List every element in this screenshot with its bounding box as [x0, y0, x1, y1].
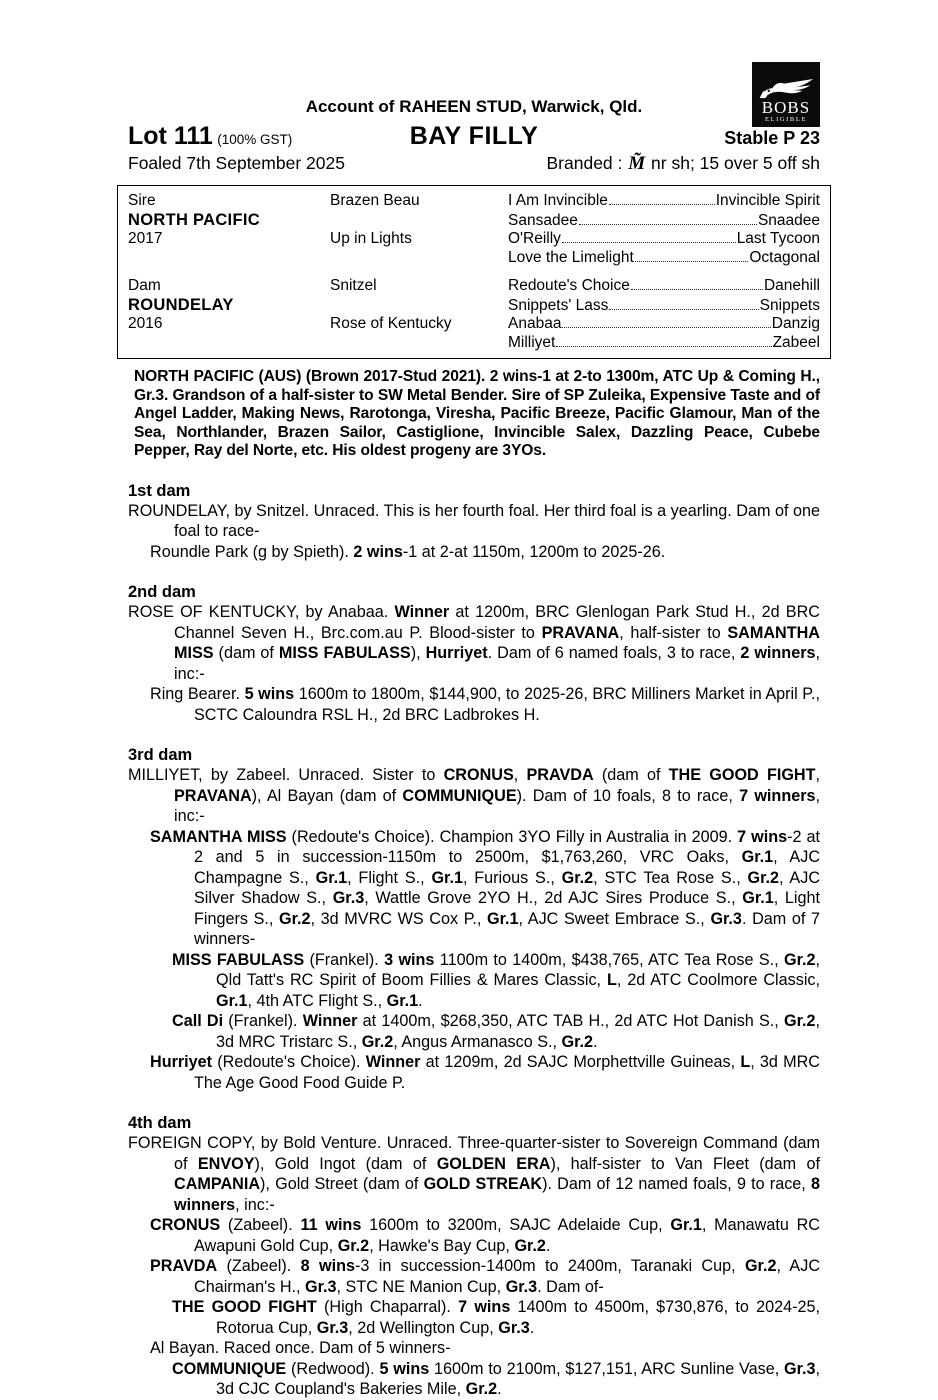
- pedigree-role-label: Dam: [128, 277, 161, 294]
- bold-text-run: Gr.1: [741, 848, 774, 866]
- bold-text-run: MISS FABULASS: [172, 950, 305, 969]
- text-run: ,: [513, 766, 527, 784]
- text-run: , STC Tea Rose S.,: [593, 868, 748, 887]
- bold-text-run: Gr.1: [431, 868, 463, 887]
- bold-text-run: THE GOOD FIGHT: [668, 766, 816, 784]
- dam-section-heading: 3rd dam: [128, 746, 193, 764]
- ancestor-name: Redoute's Choice: [508, 277, 630, 294]
- ancestor-sire-name: Zabeel: [772, 334, 820, 351]
- dam-section: [128, 582, 820, 725]
- bold-text-run: 2 winners: [740, 644, 816, 662]
- pedigree-paragraph: [128, 1297, 820, 1338]
- bold-text-run: CRONUS: [150, 1216, 221, 1234]
- bold-text-run: Gr.1: [487, 909, 519, 928]
- bold-text-run: COMMUNIQUE: [402, 786, 517, 805]
- bold-text-run: THE GOOD FIGHT: [172, 1298, 317, 1316]
- text-run: .: [497, 1380, 502, 1398]
- text-run: (dam of: [213, 644, 279, 662]
- bold-text-run: Gr.2: [361, 1032, 394, 1051]
- pedigree-paragraph: [128, 950, 820, 1012]
- bold-text-run: Gr.2: [465, 1380, 498, 1398]
- text-run: (Redoute's Choice).: [212, 1053, 366, 1071]
- bold-text-run: Gr.2: [561, 868, 594, 887]
- text-run: , AJC Silver Shadow S.,: [194, 868, 821, 907]
- ancestor-name: Milliyet: [508, 334, 556, 351]
- text-run: ), Gold Ingot (dam of: [254, 1154, 437, 1173]
- bold-text-run: Gr.3: [505, 1277, 538, 1296]
- pedigree-table: [117, 185, 831, 359]
- text-run: .: [418, 991, 423, 1010]
- bold-text-run: Gr.1: [216, 991, 248, 1010]
- bold-text-run: NORTH PACIFIC (AUS) (Brown 2017-Stud 2021). 2 wins-1 at 2-to 1300m, ATC Up & Coming H., Gr.3. Grandson of a half-sister to SW Metal Bender. Sire of SP Zuleika, Expensive Taste and of Angel Ladder, Making News, Rarotonga, Viresha, Pacific Breeze, Pacific Glamour, Man of the Sea, Northlander, Brazen Sailor, Castiglione, Invincible Salex, Dazzling Peace, Cubebe Pepper, Ray del Norte, etc. His oldest progeny are 3YOs.: [134, 368, 820, 459]
- foaled-date: Foaled 7th September 2025: [128, 153, 345, 173]
- ancestor-sire-name: Octagonal: [749, 249, 820, 266]
- text-run: ,: [815, 766, 820, 784]
- bold-text-run: 3 wins: [384, 950, 435, 969]
- text-run: , AJC Champagne S.,: [194, 848, 821, 887]
- catalogue-notes: [128, 368, 820, 1400]
- pedigree-ancestor-row: [508, 212, 820, 230]
- text-run: 1600m to 1800m, $144,900, to 2025-26, BRC Milliners Market in April P., SCTC Caloundra RSL H., 2d BRC Ladbrokes H.: [194, 685, 820, 724]
- pedigree-parent-name: Up in Lights: [330, 230, 412, 247]
- bold-text-run: Gr.1: [742, 889, 774, 907]
- bold-text-run: SAMANTHA MISS: [150, 827, 287, 846]
- text-run: , Angus Armanasco S.,: [393, 1032, 562, 1051]
- text-run: Ring Bearer.: [150, 685, 245, 703]
- text-run: . Dam of 7 winners-: [194, 909, 821, 948]
- pedigree-foal-year: 2016: [128, 315, 163, 332]
- pedigree-paragraph: [128, 1215, 820, 1256]
- text-run: Al Bayan. Raced once. Dam of 5 winners-: [150, 1339, 451, 1357]
- bold-text-run: 2 wins: [353, 542, 403, 561]
- bold-text-run: Hurriyet: [425, 644, 488, 662]
- text-run: , AJC Chairman's H.,: [194, 1257, 821, 1296]
- bold-text-run: Gr.1: [670, 1216, 702, 1234]
- dam-section-heading: 4th dam: [128, 1114, 192, 1132]
- text-run: , Manawatu RC Awapuni Gold Cup,: [194, 1216, 820, 1255]
- bold-text-run: 11 wins: [300, 1216, 362, 1234]
- pedigree-paragraph: [128, 827, 820, 950]
- text-run: , half-sister to: [619, 623, 728, 642]
- text-run: , Wattle Grove 2YO H., 2d AJC Sires Produce S.,: [364, 889, 743, 907]
- bold-text-run: Gr.2: [279, 909, 311, 928]
- text-run: ). Dam of 10 foals, 8 to race,: [516, 786, 740, 805]
- bold-text-run: Gr.2: [783, 950, 816, 969]
- pedigree-ancestor-row: [508, 249, 820, 267]
- pedigree-paragraph: [128, 1359, 820, 1400]
- pedigree-paragraph: [128, 602, 820, 684]
- bold-text-run: PRAVDA: [526, 766, 594, 784]
- dot-leader: [609, 309, 758, 310]
- bold-text-run: Gr.1: [386, 991, 419, 1010]
- text-run: 1400m to 4500m, $730,876, to 2024-25, Rotorua Cup,: [216, 1298, 821, 1337]
- text-run: FOREIGN COPY, by Bold Venture. Unraced. Three-quarter-sister to Sovereign Command (dam of: [128, 1134, 820, 1173]
- text-run: , inc:-: [235, 1195, 275, 1214]
- text-run: ),: [410, 644, 426, 662]
- text-run: , 4th ATC Flight S.,: [247, 991, 387, 1010]
- bold-text-run: Gr.3: [316, 1318, 349, 1337]
- text-run: ), half-sister to Van Fleet (dam of: [550, 1154, 820, 1173]
- text-run: -2 at 2 and 5 in succession-1150m to 2500m, $1,763,260, VRC Oaks,: [194, 827, 820, 866]
- ancestor-sire-name: Snippets: [759, 297, 820, 314]
- bold-text-run: 5 wins: [379, 1359, 430, 1378]
- text-run: -3 in succession-1400m to 2400m, Taranaki Cup,: [354, 1257, 745, 1275]
- dot-leader: [556, 346, 771, 347]
- bold-text-run: 8 wins: [300, 1257, 355, 1275]
- text-run: (Frankel).: [304, 950, 385, 969]
- bold-text-run: Gr.2: [337, 1236, 370, 1255]
- pedigree-paragraph: [128, 501, 820, 542]
- text-run: , 3d CJC Coupland's Bakeries Mile,: [216, 1359, 821, 1398]
- ancestor-name: Love the Limelight: [508, 249, 634, 266]
- text-run: at 1209m, 2d SAJC Morphettville Guineas,: [420, 1053, 741, 1071]
- text-run: (Zabeel).: [220, 1216, 301, 1234]
- ancestor-name: O'Reilly: [508, 230, 561, 247]
- stable-number: Stable P 23: [724, 128, 820, 148]
- text-run: ). Dam of 12 named foals, 9 to race,: [542, 1175, 811, 1193]
- text-run: MILLIYET, by Zabeel. Unraced. Sister to: [128, 766, 444, 784]
- text-run: , 2d ATC Coolmore Classic,: [616, 971, 821, 989]
- text-run: ROUNDELAY, by Snitzel. Unraced. This is her fourth foal. Her third foal is a yearling. Dam of one foal to race-: [128, 501, 820, 540]
- text-run: .: [545, 1236, 551, 1255]
- gst-note: (100% GST): [217, 132, 293, 147]
- text-run: , Hawke's Bay Cup,: [369, 1236, 515, 1255]
- sire-summary: [128, 368, 820, 461]
- text-run: ROSE OF KENTUCKY, by Anabaa.: [128, 603, 395, 621]
- dot-leader: [562, 327, 770, 328]
- text-run: , Light Fingers S.,: [194, 889, 820, 928]
- bold-text-run: Gr.3: [784, 1359, 816, 1378]
- bobs-logo-text: BOBS: [761, 98, 811, 117]
- text-run: , Flight S.,: [347, 868, 432, 887]
- text-run: at 1200m, BRC Glenlogan Park Stud H., 2d BRC Channel Seven H., Brc.com.au P. Blood-sister to: [174, 603, 820, 642]
- bold-text-run: Gr.1: [315, 868, 348, 887]
- ancestor-name: I Am Invincible: [508, 192, 608, 209]
- pedigree-paragraph: [128, 1256, 820, 1297]
- text-run: . Dam of-: [537, 1277, 604, 1296]
- bold-text-run: 7 wins: [458, 1298, 511, 1316]
- account-line: Account of RAHEEN STUD, Warwick, Qld.: [305, 97, 643, 116]
- pedigree-ancestor-row: [508, 277, 820, 295]
- ancestor-name: Snippets' Lass: [508, 297, 609, 314]
- ancestor-sire-name: Snaadee: [757, 212, 820, 229]
- text-run: , Qld Tatt's RC Spirit of Boom Fillies & Mares Classic,: [216, 950, 820, 989]
- dam-section-heading: 1st dam: [128, 481, 191, 500]
- bold-text-run: Gr.3: [710, 909, 742, 928]
- dam-section: [128, 481, 820, 563]
- text-run: , AJC Sweet Embrace S.,: [518, 909, 711, 928]
- bold-text-run: GOLD STREAK: [423, 1175, 543, 1193]
- pedigree-parent-name: Brazen Beau: [330, 192, 420, 209]
- bold-text-run: Gr.3: [305, 1277, 337, 1296]
- dam-section-heading: 2nd dam: [128, 583, 196, 601]
- horse-title: BAY FILLY: [409, 122, 539, 150]
- ancestor-sire-name: Invincible Spirit: [715, 192, 820, 209]
- bold-text-run: Winner: [302, 1012, 358, 1030]
- pedigree-parent-name: Snitzel: [330, 277, 377, 294]
- branded-line: [547, 153, 821, 175]
- bold-text-run: COMMUNIQUE: [172, 1359, 287, 1378]
- sub-row: [128, 153, 820, 175]
- bold-text-run: Call Di: [172, 1012, 224, 1030]
- dot-leader: [631, 289, 763, 290]
- bobs-logo-subtext: ELIGIBLE: [764, 116, 808, 123]
- text-run: , Furious S.,: [462, 868, 562, 887]
- text-run: 1600m to 2100m, $127,151, ARC Sunline Vase,: [429, 1359, 785, 1378]
- brand-mark: M̃: [628, 153, 646, 174]
- title-row: [128, 122, 820, 151]
- dot-leader: [635, 261, 749, 262]
- pedigree-paragraph: [128, 1052, 820, 1093]
- dot-leader: [609, 204, 715, 205]
- bold-text-run: CAMPANIA: [174, 1175, 261, 1193]
- text-run: 1100m to 1400m, $438,765, ATC Tea Rose S.,: [434, 950, 784, 969]
- text-run: .: [592, 1032, 598, 1051]
- bold-text-run: Gr.3: [332, 889, 365, 907]
- bold-text-run: CRONUS: [443, 766, 514, 784]
- dot-leader: [579, 224, 757, 225]
- pedigree-ancestor-row: [508, 230, 820, 248]
- bold-text-run: 7 wins: [737, 827, 788, 846]
- text-run: , inc:-: [174, 644, 820, 683]
- text-run: , 2d Wellington Cup,: [348, 1318, 499, 1337]
- text-run: , STC NE Manion Cup,: [336, 1277, 506, 1296]
- text-run: Roundle Park (g by Spieth).: [150, 542, 354, 561]
- pedigree-paragraph: [128, 765, 820, 827]
- text-run: .: [529, 1318, 535, 1337]
- pedigree-paragraph: [128, 684, 820, 725]
- text-run: (dam of: [593, 766, 669, 784]
- bold-text-run: Hurriyet: [150, 1053, 213, 1071]
- text-run: (Redwood).: [286, 1359, 380, 1378]
- bold-text-run: 5 wins: [244, 685, 295, 703]
- dam-section: [128, 1113, 820, 1400]
- text-run: -1 at 2-at 1150m, 1200m to 2025-26.: [402, 542, 666, 561]
- ancestor-sire-name: Danzig: [771, 315, 820, 332]
- pedigree-horse-name: NORTH PACIFIC: [128, 211, 260, 229]
- bold-text-run: Winner: [365, 1053, 421, 1071]
- bold-text-run: Gr.2: [747, 868, 780, 887]
- pedigree-horse-name: ROUNDELAY: [128, 296, 234, 314]
- pedigree-ancestor-row: [508, 297, 820, 315]
- pedigree-paragraph: [128, 1133, 820, 1215]
- bold-text-run: GOLDEN ERA: [436, 1154, 551, 1173]
- pedigree-half: [128, 192, 820, 268]
- pedigree-half: [128, 277, 820, 353]
- bold-text-run: L: [740, 1053, 751, 1071]
- bold-text-run: PRAVANA: [541, 623, 620, 642]
- branded-desc: nr sh; 15 over 5 off sh: [651, 153, 820, 173]
- dot-leader: [562, 242, 736, 243]
- text-run: , 3d MRC Tristarc S.,: [216, 1012, 820, 1051]
- text-run: . Dam of 6 named foals, 3 to race,: [487, 644, 741, 662]
- bold-text-run: Gr.3: [498, 1318, 530, 1337]
- pedigree-paragraph: [128, 542, 820, 563]
- lot-cell: [128, 122, 410, 151]
- text-run: (Redoute's Choice). Champion 3YO Filly in Australia in 2009.: [286, 827, 738, 846]
- pedigree-paragraph: [128, 1011, 820, 1052]
- ancestor-sire-name: Last Tycoon: [736, 230, 820, 247]
- bold-text-run: MISS FABULASS: [278, 644, 411, 662]
- pedigree-foal-year: 2017: [128, 230, 163, 247]
- text-run: (Zabeel).: [217, 1257, 301, 1275]
- pedigree-paragraph: [128, 1338, 820, 1359]
- dam-section: [128, 745, 820, 1093]
- text-run: ), Al Bayan (dam of: [251, 786, 403, 805]
- pedigree-parent-name: Rose of Kentucky: [330, 315, 452, 332]
- lot-number: Lot 111: [128, 122, 213, 150]
- bold-text-run: L: [606, 971, 617, 989]
- catalogue-content: [128, 0, 820, 1400]
- text-run: , inc:-: [174, 786, 821, 825]
- bold-text-run: ENVOY: [197, 1154, 255, 1173]
- text-run: (Frankel).: [223, 1012, 303, 1030]
- bold-text-run: 8 winners: [174, 1175, 820, 1214]
- bold-text-run: PRAVANA: [174, 786, 252, 805]
- bold-text-run: PRAVDA: [150, 1257, 218, 1275]
- text-run: ), Gold Street (dam of: [260, 1175, 424, 1193]
- text-run: , 3d MRC The Age Good Food Guide P.: [194, 1053, 820, 1092]
- bold-text-run: SAMANTHA MISS: [174, 623, 820, 662]
- bold-text-run: Gr.2: [514, 1236, 546, 1255]
- ancestor-sire-name: Danehill: [763, 277, 820, 294]
- pedigree-ancestor-row: [508, 192, 820, 210]
- ancestor-name: Sansadee: [508, 212, 578, 229]
- bold-text-run: Gr.2: [744, 1257, 777, 1275]
- bold-text-run: Winner: [394, 603, 450, 621]
- branded-label: Branded :: [546, 153, 623, 173]
- text-run: , 3d MVRC WS Cox P.,: [310, 909, 488, 928]
- bold-text-run: Gr.2: [561, 1032, 593, 1051]
- bold-text-run: 7 winners: [739, 786, 816, 805]
- pedigree-ancestor-row: [508, 315, 820, 333]
- pedigree-ancestor-row: [508, 334, 820, 352]
- text-run: 1600m to 3200m, SAJC Adelaide Cup,: [361, 1216, 671, 1234]
- text-run: at 1400m, $268,350, ATC TAB H., 2d ATC Hot Danish S.,: [357, 1012, 784, 1030]
- ancestor-name: Anabaa: [508, 315, 562, 332]
- pedigree-role-label: Sire: [128, 192, 156, 209]
- bold-text-run: Gr.2: [784, 1012, 816, 1030]
- text-run: (High Chaparral).: [316, 1298, 459, 1316]
